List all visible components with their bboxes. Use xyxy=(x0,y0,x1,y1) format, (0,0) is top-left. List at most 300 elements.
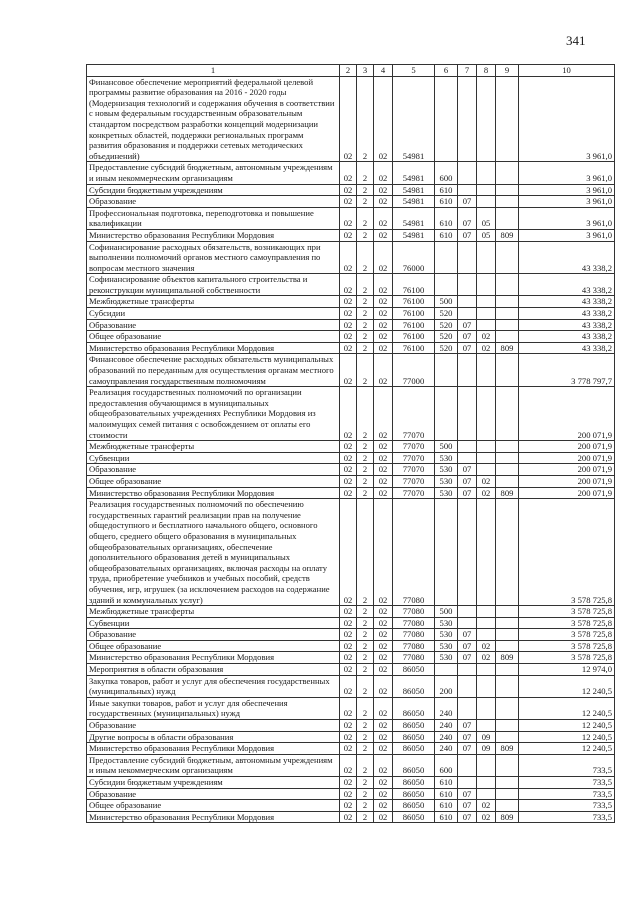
code-cell: 02 xyxy=(374,441,393,453)
table-row xyxy=(87,743,615,755)
code-cell xyxy=(477,308,496,320)
code-cell: 02 xyxy=(374,777,393,789)
code-cell: 2 xyxy=(357,675,374,697)
table-row xyxy=(87,296,615,308)
code-cell xyxy=(496,475,519,487)
code-cell: 86050 xyxy=(393,731,435,743)
code-cell xyxy=(496,319,519,331)
row-name-cell: Финансовое обеспечение расходных обязательств муниципальных образований по переданным для осуществления органам местного самоуправления государственным полномочиям xyxy=(87,354,340,387)
table-row xyxy=(87,720,615,732)
code-cell: 07 xyxy=(458,731,477,743)
code-cell: 02 xyxy=(477,475,496,487)
code-cell: 02 xyxy=(340,675,357,697)
code-cell: 54981 xyxy=(393,162,435,184)
row-name-cell: Образование xyxy=(87,464,340,476)
code-cell xyxy=(435,499,458,606)
code-cell xyxy=(496,441,519,453)
amount-cell: 43 338,2 xyxy=(519,319,615,331)
code-cell: 05 xyxy=(477,229,496,241)
code-cell xyxy=(435,387,458,441)
code-cell: 07 xyxy=(458,319,477,331)
table-row xyxy=(87,331,615,343)
code-cell: 610 xyxy=(435,811,458,823)
code-cell: 77000 xyxy=(393,354,435,387)
code-cell: 530 xyxy=(435,629,458,641)
code-cell: 76100 xyxy=(393,296,435,308)
column-header: 8 xyxy=(477,65,496,77)
code-cell: 2 xyxy=(357,800,374,812)
code-cell: 54981 xyxy=(393,207,435,229)
code-cell: 86050 xyxy=(393,697,435,719)
code-cell: 02 xyxy=(477,652,496,664)
column-header: 2 xyxy=(340,65,357,77)
row-name-cell: Общее образование xyxy=(87,475,340,487)
code-cell: 02 xyxy=(340,296,357,308)
code-cell: 02 xyxy=(477,811,496,823)
code-cell: 240 xyxy=(435,743,458,755)
code-cell xyxy=(496,617,519,629)
code-cell: 02 xyxy=(374,754,393,776)
code-cell: 02 xyxy=(477,487,496,499)
page-number: 341 xyxy=(566,33,586,48)
code-cell: 02 xyxy=(374,606,393,618)
row-name-cell: Реализация государственных полномочий по организации предоставления обучающимся в муниципальных общеобразовательных учреждениях Республики Мордовия из малоимущих семей питания с освобождением от оплаты его стоимости xyxy=(87,387,340,441)
code-cell: 54981 xyxy=(393,76,435,162)
code-cell: 02 xyxy=(374,464,393,476)
code-cell: 809 xyxy=(496,743,519,755)
table-row xyxy=(87,788,615,800)
table-row xyxy=(87,76,615,162)
code-cell: 530 xyxy=(435,464,458,476)
code-cell: 2 xyxy=(357,499,374,606)
amount-cell: 12 240,5 xyxy=(519,675,615,697)
amount-cell: 733,5 xyxy=(519,754,615,776)
code-cell: 07 xyxy=(458,788,477,800)
code-cell: 02 xyxy=(374,487,393,499)
code-cell: 02 xyxy=(340,652,357,664)
code-cell: 530 xyxy=(435,652,458,664)
amount-cell: 3 961,0 xyxy=(519,76,615,162)
code-cell: 2 xyxy=(357,354,374,387)
code-cell: 2 xyxy=(357,241,374,274)
code-cell: 600 xyxy=(435,754,458,776)
amount-cell: 3 578 725,8 xyxy=(519,629,615,641)
code-cell: 2 xyxy=(357,617,374,629)
row-name-cell: Другие вопросы в области образования xyxy=(87,731,340,743)
amount-cell: 43 338,2 xyxy=(519,308,615,320)
code-cell: 809 xyxy=(496,229,519,241)
column-header: 9 xyxy=(496,65,519,77)
row-name-cell: Субсидии бюджетным учреждениям xyxy=(87,184,340,196)
code-cell: 2 xyxy=(357,788,374,800)
code-cell: 2 xyxy=(357,274,374,296)
code-cell: 2 xyxy=(357,629,374,641)
amount-cell: 200 071,9 xyxy=(519,487,615,499)
table-body xyxy=(87,65,615,823)
code-cell: 02 xyxy=(374,229,393,241)
row-name-cell: Министерство образования Республики Мордовия xyxy=(87,743,340,755)
row-name-cell: Межбюджетные трансферты xyxy=(87,606,340,618)
code-cell xyxy=(496,464,519,476)
code-cell xyxy=(496,387,519,441)
table-row xyxy=(87,241,615,274)
amount-cell: 3 578 725,8 xyxy=(519,640,615,652)
code-cell: 2 xyxy=(357,640,374,652)
code-cell xyxy=(477,754,496,776)
code-cell: 02 xyxy=(374,617,393,629)
code-cell xyxy=(435,241,458,274)
code-cell xyxy=(477,720,496,732)
column-header: 1 xyxy=(87,65,340,77)
code-cell: 530 xyxy=(435,617,458,629)
code-cell: 2 xyxy=(357,652,374,664)
code-cell: 2 xyxy=(357,229,374,241)
code-cell: 2 xyxy=(357,76,374,162)
table-row xyxy=(87,731,615,743)
code-cell: 02 xyxy=(340,184,357,196)
code-cell xyxy=(477,274,496,296)
amount-cell: 12 974,0 xyxy=(519,664,615,676)
row-name-cell: Общее образование xyxy=(87,800,340,812)
column-header: 10 xyxy=(519,65,615,77)
amount-cell: 43 338,2 xyxy=(519,342,615,354)
amount-cell: 12 240,5 xyxy=(519,720,615,732)
code-cell: 86050 xyxy=(393,720,435,732)
code-cell: 07 xyxy=(458,652,477,664)
row-name-cell: Министерство образования Республики Мордовия xyxy=(87,652,340,664)
code-cell: 02 xyxy=(340,229,357,241)
table-row xyxy=(87,308,615,320)
code-cell: 02 xyxy=(340,274,357,296)
code-cell: 2 xyxy=(357,184,374,196)
amount-cell: 3 578 725,8 xyxy=(519,617,615,629)
code-cell xyxy=(458,606,477,618)
code-cell: 2 xyxy=(357,342,374,354)
code-cell: 02 xyxy=(340,487,357,499)
code-cell xyxy=(477,76,496,162)
code-cell: 02 xyxy=(374,697,393,719)
code-cell: 02 xyxy=(374,720,393,732)
code-cell: 2 xyxy=(357,196,374,208)
code-cell: 77070 xyxy=(393,464,435,476)
code-cell xyxy=(477,499,496,606)
code-cell xyxy=(496,640,519,652)
code-cell: 02 xyxy=(340,499,357,606)
code-cell: 2 xyxy=(357,487,374,499)
code-cell: 02 xyxy=(374,184,393,196)
code-cell: 02 xyxy=(374,308,393,320)
code-cell xyxy=(458,664,477,676)
code-cell xyxy=(496,184,519,196)
code-cell: 02 xyxy=(374,319,393,331)
code-cell: 07 xyxy=(458,811,477,823)
table-row xyxy=(87,184,615,196)
code-cell: 09 xyxy=(477,731,496,743)
row-name-cell: Закупка товаров, работ и услуг для обеспечения государственных (муниципальных) нужд xyxy=(87,675,340,697)
amount-cell: 3 961,0 xyxy=(519,196,615,208)
code-cell: 02 xyxy=(374,354,393,387)
code-cell: 02 xyxy=(477,640,496,652)
code-cell xyxy=(496,196,519,208)
code-cell: 610 xyxy=(435,229,458,241)
amount-cell: 43 338,2 xyxy=(519,274,615,296)
code-cell: 76100 xyxy=(393,274,435,296)
table-row xyxy=(87,664,615,676)
code-cell xyxy=(458,354,477,387)
code-cell xyxy=(496,754,519,776)
row-name-cell: Министерство образования Республики Мордовия xyxy=(87,229,340,241)
code-cell: 02 xyxy=(340,241,357,274)
amount-cell: 43 338,2 xyxy=(519,241,615,274)
code-cell xyxy=(458,777,477,789)
code-cell: 05 xyxy=(477,207,496,229)
code-cell: 02 xyxy=(374,731,393,743)
code-cell: 02 xyxy=(340,606,357,618)
code-cell: 07 xyxy=(458,743,477,755)
code-cell xyxy=(496,207,519,229)
code-cell: 07 xyxy=(458,464,477,476)
amount-cell: 3 578 725,8 xyxy=(519,652,615,664)
amount-cell: 3 961,0 xyxy=(519,207,615,229)
code-cell: 02 xyxy=(374,664,393,676)
table-row xyxy=(87,777,615,789)
code-cell xyxy=(458,296,477,308)
table-row xyxy=(87,441,615,453)
amount-cell: 3 778 797,7 xyxy=(519,354,615,387)
code-cell: 200 xyxy=(435,675,458,697)
amount-cell: 733,5 xyxy=(519,788,615,800)
code-cell: 610 xyxy=(435,788,458,800)
code-cell: 2 xyxy=(357,731,374,743)
code-cell xyxy=(496,731,519,743)
code-cell: 2 xyxy=(357,475,374,487)
code-cell: 02 xyxy=(340,441,357,453)
code-cell xyxy=(458,241,477,274)
column-header: 6 xyxy=(435,65,458,77)
code-cell: 07 xyxy=(458,229,477,241)
code-cell xyxy=(477,629,496,641)
code-cell xyxy=(477,387,496,441)
code-cell: 77070 xyxy=(393,452,435,464)
code-cell: 809 xyxy=(496,811,519,823)
code-cell: 2 xyxy=(357,720,374,732)
code-cell: 2 xyxy=(357,811,374,823)
code-cell: 02 xyxy=(340,207,357,229)
code-cell: 02 xyxy=(340,331,357,343)
amount-cell: 200 071,9 xyxy=(519,387,615,441)
code-cell: 02 xyxy=(340,452,357,464)
code-cell: 240 xyxy=(435,697,458,719)
code-cell: 2 xyxy=(357,331,374,343)
table-row xyxy=(87,342,615,354)
row-name-cell: Предоставление субсидий бюджетным, автономным учреждениям и иным некоммерческим организациям xyxy=(87,754,340,776)
code-cell xyxy=(435,664,458,676)
code-cell xyxy=(496,664,519,676)
code-cell xyxy=(435,274,458,296)
code-cell xyxy=(458,308,477,320)
code-cell: 530 xyxy=(435,640,458,652)
table-row xyxy=(87,499,615,606)
code-cell: 77080 xyxy=(393,629,435,641)
code-cell: 02 xyxy=(374,475,393,487)
code-cell: 02 xyxy=(340,354,357,387)
code-cell xyxy=(477,441,496,453)
code-cell: 02 xyxy=(374,162,393,184)
code-cell: 86050 xyxy=(393,743,435,755)
code-cell: 2 xyxy=(357,319,374,331)
row-name-cell: Образование xyxy=(87,629,340,641)
code-cell: 02 xyxy=(477,342,496,354)
row-name-cell: Мероприятия в области образования xyxy=(87,664,340,676)
code-cell: 07 xyxy=(458,487,477,499)
code-cell xyxy=(458,184,477,196)
code-cell xyxy=(496,354,519,387)
code-cell: 610 xyxy=(435,207,458,229)
code-cell xyxy=(496,241,519,274)
code-cell: 02 xyxy=(340,319,357,331)
code-cell: 77070 xyxy=(393,441,435,453)
table-row xyxy=(87,229,615,241)
code-cell: 86050 xyxy=(393,777,435,789)
amount-cell: 3 961,0 xyxy=(519,229,615,241)
code-cell: 76100 xyxy=(393,308,435,320)
code-cell: 2 xyxy=(357,743,374,755)
code-cell: 02 xyxy=(340,800,357,812)
table-row xyxy=(87,640,615,652)
code-cell: 2 xyxy=(357,441,374,453)
code-cell: 07 xyxy=(458,331,477,343)
row-name-cell: Субсидии xyxy=(87,308,340,320)
code-cell xyxy=(477,241,496,274)
code-cell: 77070 xyxy=(393,475,435,487)
budget-table xyxy=(86,64,615,823)
code-cell: 77070 xyxy=(393,387,435,441)
code-cell: 86050 xyxy=(393,811,435,823)
code-cell: 07 xyxy=(458,720,477,732)
code-cell xyxy=(477,162,496,184)
code-cell: 2 xyxy=(357,754,374,776)
row-name-cell: Межбюджетные трансферты xyxy=(87,296,340,308)
code-cell: 2 xyxy=(357,664,374,676)
amount-cell: 3 578 725,8 xyxy=(519,499,615,606)
code-cell: 07 xyxy=(458,800,477,812)
row-name-cell: Софинансирование расходных обязательств, возникающих при выполнении полномочий органов местного самоуправления по вопросам местного значения xyxy=(87,241,340,274)
table-row xyxy=(87,162,615,184)
code-cell xyxy=(477,664,496,676)
code-cell xyxy=(496,800,519,812)
row-name-cell: Образование xyxy=(87,196,340,208)
code-cell: 02 xyxy=(340,475,357,487)
code-cell: 500 xyxy=(435,606,458,618)
code-cell xyxy=(435,76,458,162)
amount-cell: 43 338,2 xyxy=(519,296,615,308)
code-cell xyxy=(477,464,496,476)
amount-cell: 43 338,2 xyxy=(519,331,615,343)
code-cell: 520 xyxy=(435,308,458,320)
amount-cell: 200 071,9 xyxy=(519,452,615,464)
code-cell xyxy=(477,606,496,618)
code-cell: 86050 xyxy=(393,800,435,812)
code-cell: 520 xyxy=(435,319,458,331)
code-cell: 02 xyxy=(374,331,393,343)
code-cell xyxy=(477,319,496,331)
code-cell: 02 xyxy=(374,788,393,800)
code-cell: 02 xyxy=(374,652,393,664)
code-cell xyxy=(496,452,519,464)
table-row xyxy=(87,487,615,499)
code-cell xyxy=(458,452,477,464)
code-cell: 02 xyxy=(340,731,357,743)
code-cell: 02 xyxy=(340,387,357,441)
column-header: 7 xyxy=(458,65,477,77)
row-name-cell: Профессиональная подготовка, переподготовка и повышение квалификации xyxy=(87,207,340,229)
code-cell xyxy=(458,697,477,719)
code-cell: 02 xyxy=(374,196,393,208)
code-cell: 02 xyxy=(340,640,357,652)
row-name-cell: Предоставление субсидий бюджетным, автономным учреждениям и иным некоммерческим организациям xyxy=(87,162,340,184)
table-row xyxy=(87,452,615,464)
amount-cell: 3 578 725,8 xyxy=(519,606,615,618)
code-cell: 86050 xyxy=(393,675,435,697)
code-cell: 77080 xyxy=(393,617,435,629)
row-name-cell: Софинансирование объектов капитального строительства и реконструкции муниципальной собственности xyxy=(87,274,340,296)
amount-cell: 200 071,9 xyxy=(519,464,615,476)
code-cell: 240 xyxy=(435,720,458,732)
code-cell: 2 xyxy=(357,606,374,618)
code-cell: 02 xyxy=(340,342,357,354)
column-header: 4 xyxy=(374,65,393,77)
code-cell xyxy=(458,274,477,296)
code-cell: 530 xyxy=(435,452,458,464)
table-row xyxy=(87,354,615,387)
code-cell: 86050 xyxy=(393,788,435,800)
amount-cell: 12 240,5 xyxy=(519,743,615,755)
row-name-cell: Образование xyxy=(87,720,340,732)
code-cell: 02 xyxy=(374,629,393,641)
row-name-cell: Субвенции xyxy=(87,452,340,464)
code-cell: 02 xyxy=(477,800,496,812)
code-cell: 2 xyxy=(357,207,374,229)
code-cell: 530 xyxy=(435,487,458,499)
row-name-cell: Общее образование xyxy=(87,331,340,343)
code-cell: 77070 xyxy=(393,487,435,499)
code-cell xyxy=(496,777,519,789)
table-row xyxy=(87,464,615,476)
code-cell: 09 xyxy=(477,743,496,755)
table-row xyxy=(87,319,615,331)
code-cell: 02 xyxy=(340,720,357,732)
code-cell: 76100 xyxy=(393,319,435,331)
code-cell: 02 xyxy=(340,464,357,476)
code-cell: 240 xyxy=(435,731,458,743)
code-cell: 77080 xyxy=(393,606,435,618)
code-cell: 02 xyxy=(374,274,393,296)
code-cell: 77080 xyxy=(393,652,435,664)
code-cell: 500 xyxy=(435,296,458,308)
code-cell: 02 xyxy=(374,76,393,162)
amount-cell: 12 240,5 xyxy=(519,697,615,719)
row-name-cell: Образование xyxy=(87,788,340,800)
table-row xyxy=(87,617,615,629)
table-header-row xyxy=(87,65,615,77)
code-cell: 02 xyxy=(340,788,357,800)
table-row xyxy=(87,475,615,487)
code-cell xyxy=(496,629,519,641)
code-cell: 76100 xyxy=(393,331,435,343)
code-cell: 02 xyxy=(340,754,357,776)
code-cell xyxy=(477,184,496,196)
table-row xyxy=(87,274,615,296)
